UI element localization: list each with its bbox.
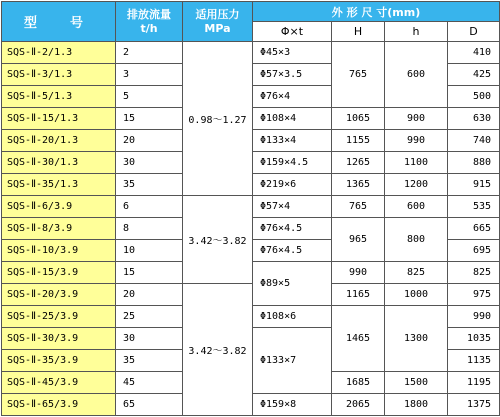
phi-cell: Φ108×6 bbox=[253, 306, 332, 328]
D-cell: 825 bbox=[448, 262, 500, 284]
phi-cell: Φ89×5 bbox=[253, 262, 332, 306]
model-cell: SQS-Ⅱ-35/1.3 bbox=[2, 174, 116, 196]
flow-cell: 5 bbox=[116, 86, 183, 108]
h-cell: 800 bbox=[385, 218, 448, 262]
table-row bbox=[2, 42, 500, 64]
H-cell: 990 bbox=[332, 262, 385, 284]
D-cell: 990 bbox=[448, 306, 500, 328]
phi-cell: Φ76×4 bbox=[253, 86, 332, 108]
model-cell: SQS-Ⅱ-20/3.9 bbox=[2, 284, 116, 306]
H-cell: 1155 bbox=[332, 130, 385, 152]
flow-cell: 20 bbox=[116, 130, 183, 152]
D-cell: 1135 bbox=[448, 350, 500, 372]
phi-cell: Φ108×4 bbox=[253, 108, 332, 130]
model-cell: SQS-Ⅱ-15/1.3 bbox=[2, 108, 116, 130]
h-cell: 990 bbox=[385, 130, 448, 152]
header-flow-title: 排放流量 bbox=[127, 7, 171, 21]
D-cell: 880 bbox=[448, 152, 500, 174]
h-cell: 1200 bbox=[385, 174, 448, 196]
H-cell: 1165 bbox=[332, 284, 385, 306]
header-dim-D: D bbox=[448, 22, 500, 42]
model-cell: SQS-Ⅱ-3/1.3 bbox=[2, 64, 116, 86]
model-cell: SQS-Ⅱ-20/1.3 bbox=[2, 130, 116, 152]
flow-cell: 35 bbox=[116, 350, 183, 372]
D-cell: 535 bbox=[448, 196, 500, 218]
D-cell: 425 bbox=[448, 64, 500, 86]
flow-cell: 65 bbox=[116, 394, 183, 416]
model-cell: SQS-Ⅱ-8/3.9 bbox=[2, 218, 116, 240]
header-dim-phi: Φ×t bbox=[253, 22, 332, 42]
h-cell: 1300 bbox=[385, 306, 448, 372]
flow-cell: 20 bbox=[116, 284, 183, 306]
model-cell: SQS-Ⅱ-5/1.3 bbox=[2, 86, 116, 108]
flow-cell: 45 bbox=[116, 372, 183, 394]
phi-cell: Φ57×3.5 bbox=[253, 64, 332, 86]
D-cell: 1035 bbox=[448, 328, 500, 350]
table-row bbox=[2, 284, 500, 306]
D-cell: 740 bbox=[448, 130, 500, 152]
model-cell: SQS-Ⅱ-30/1.3 bbox=[2, 152, 116, 174]
model-cell: SQS-Ⅱ-10/3.9 bbox=[2, 240, 116, 262]
phi-cell: Φ159×4.5 bbox=[253, 152, 332, 174]
model-cell: SQS-Ⅱ-15/3.9 bbox=[2, 262, 116, 284]
model-cell: SQS-Ⅱ-6/3.9 bbox=[2, 196, 116, 218]
h-cell: 825 bbox=[385, 262, 448, 284]
H-cell: 1265 bbox=[332, 152, 385, 174]
phi-cell: Φ76×4.5 bbox=[253, 218, 332, 240]
model-cell: SQS-Ⅱ-35/3.9 bbox=[2, 350, 116, 372]
H-cell: 1365 bbox=[332, 174, 385, 196]
H-cell: 765 bbox=[332, 196, 385, 218]
H-cell: 965 bbox=[332, 218, 385, 262]
flow-cell: 3 bbox=[116, 64, 183, 86]
flow-cell: 30 bbox=[116, 152, 183, 174]
flow-cell: 35 bbox=[116, 174, 183, 196]
h-cell: 1500 bbox=[385, 372, 448, 394]
D-cell: 630 bbox=[448, 108, 500, 130]
header-dim-h: h bbox=[385, 22, 448, 42]
D-cell: 665 bbox=[448, 218, 500, 240]
header-pressure-unit: MPa bbox=[204, 21, 231, 35]
header-flow-unit: t/h bbox=[140, 21, 158, 35]
header-model: 型 号 bbox=[2, 2, 116, 42]
model-cell: SQS-Ⅱ-45/3.9 bbox=[2, 372, 116, 394]
phi-cell: Φ133×7 bbox=[253, 328, 332, 394]
pressure-cell: 3.42～3.82 bbox=[183, 196, 253, 284]
model-cell: SQS-Ⅱ-2/1.3 bbox=[2, 42, 116, 64]
phi-cell: Φ57×4 bbox=[253, 196, 332, 218]
table-row bbox=[2, 196, 500, 218]
H-cell: 765 bbox=[332, 42, 385, 108]
h-cell: 1100 bbox=[385, 152, 448, 174]
h-cell: 1000 bbox=[385, 284, 448, 306]
D-cell: 1375 bbox=[448, 394, 500, 416]
flow-cell: 10 bbox=[116, 240, 183, 262]
header-flow bbox=[116, 2, 183, 42]
H-cell: 1065 bbox=[332, 108, 385, 130]
h-cell: 1800 bbox=[385, 394, 448, 416]
model-cell: SQS-Ⅱ-65/3.9 bbox=[2, 394, 116, 416]
spec-table bbox=[1, 1, 500, 416]
H-cell: 1465 bbox=[332, 306, 385, 372]
header-dim-H: H bbox=[332, 22, 385, 42]
flow-cell: 15 bbox=[116, 262, 183, 284]
h-cell: 600 bbox=[385, 196, 448, 218]
D-cell: 915 bbox=[448, 174, 500, 196]
D-cell: 1195 bbox=[448, 372, 500, 394]
pressure-cell: 3.42～3.82 bbox=[183, 284, 253, 416]
header-row-1 bbox=[2, 2, 500, 22]
flow-cell: 25 bbox=[116, 306, 183, 328]
header-pressure bbox=[183, 2, 253, 42]
D-cell: 975 bbox=[448, 284, 500, 306]
flow-cell: 2 bbox=[116, 42, 183, 64]
h-cell: 600 bbox=[385, 42, 448, 108]
header-pressure-title: 适用压力 bbox=[195, 7, 240, 21]
H-cell: 1685 bbox=[332, 372, 385, 394]
header-dimensions: 外 形 尺 寸(mm) bbox=[253, 2, 500, 22]
flow-cell: 6 bbox=[116, 196, 183, 218]
phi-cell: Φ45×3 bbox=[253, 42, 332, 64]
D-cell: 410 bbox=[448, 42, 500, 64]
model-cell: SQS-Ⅱ-30/3.9 bbox=[2, 328, 116, 350]
h-cell: 900 bbox=[385, 108, 448, 130]
flow-cell: 30 bbox=[116, 328, 183, 350]
D-cell: 500 bbox=[448, 86, 500, 108]
flow-cell: 8 bbox=[116, 218, 183, 240]
H-cell: 2065 bbox=[332, 394, 385, 416]
phi-cell: Φ159×8 bbox=[253, 394, 332, 416]
pressure-cell: 0.98～1.27 bbox=[183, 42, 253, 196]
D-cell: 695 bbox=[448, 240, 500, 262]
phi-cell: Φ76×4.5 bbox=[253, 240, 332, 262]
flow-cell: 15 bbox=[116, 108, 183, 130]
phi-cell: Φ219×6 bbox=[253, 174, 332, 196]
phi-cell: Φ133×4 bbox=[253, 130, 332, 152]
model-cell: SQS-Ⅱ-25/3.9 bbox=[2, 306, 116, 328]
